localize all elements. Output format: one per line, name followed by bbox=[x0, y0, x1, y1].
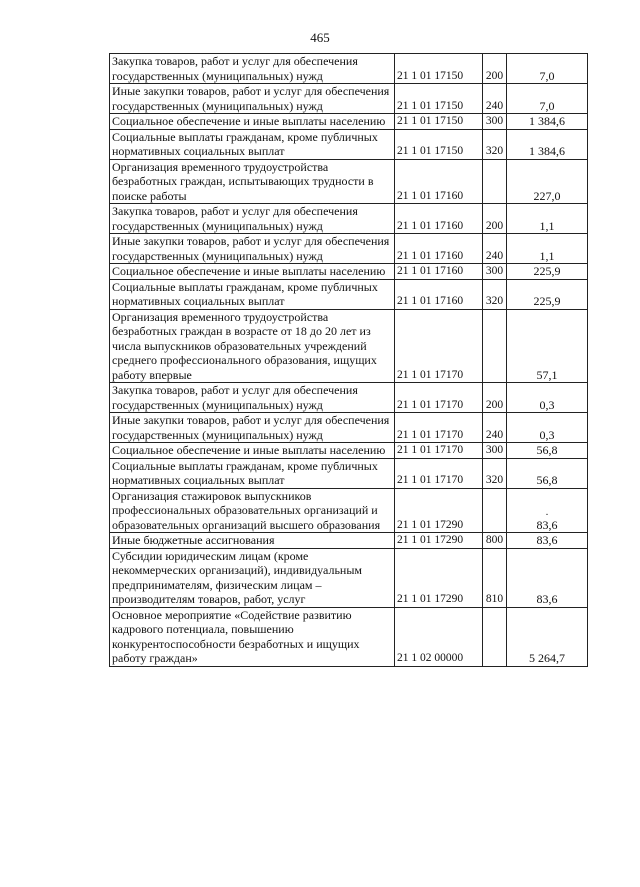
table-row bbox=[110, 114, 588, 130]
budget-table-body bbox=[110, 54, 588, 667]
row-code-cell: 21 1 01 17290 bbox=[395, 488, 483, 533]
row-sum-cell: 1,1 bbox=[507, 204, 588, 234]
row-name-cell: Социальное обеспечение и иные выплаты населению bbox=[110, 264, 395, 280]
row-type-cell: 240 bbox=[483, 84, 507, 114]
table-row bbox=[110, 159, 588, 204]
table-row bbox=[110, 413, 588, 443]
row-sum-cell: 225,9 bbox=[507, 264, 588, 280]
row-sum-cell: 56,8 bbox=[507, 443, 588, 459]
row-name-cell: Социальные выплаты гражданам, кроме публичных нормативных социальных выплат bbox=[110, 458, 395, 488]
row-type-cell: 200 bbox=[483, 54, 507, 84]
row-code-cell: 21 1 01 17290 bbox=[395, 533, 483, 549]
table-row bbox=[110, 129, 588, 159]
row-type-cell: 300 bbox=[483, 443, 507, 459]
row-code-cell: 21 1 01 17150 bbox=[395, 54, 483, 84]
row-name-cell: Иные закупки товаров, работ и услуг для обеспечения государственных (муниципальных) нужд bbox=[110, 234, 395, 264]
row-code-cell: 21 1 01 17170 bbox=[395, 443, 483, 459]
row-sum-cell: 1 384,6 bbox=[507, 129, 588, 159]
row-type-cell: 240 bbox=[483, 413, 507, 443]
page-number: 465 bbox=[310, 30, 330, 45]
row-code-cell: 21 1 01 17150 bbox=[395, 114, 483, 130]
row-sum-cell: 227,0 bbox=[507, 159, 588, 204]
row-name-cell: Организация временного трудоустройства безработных граждан, испытывающих трудности в поиске работы bbox=[110, 159, 395, 204]
table-row bbox=[110, 458, 588, 488]
row-sum-cell: 1,1 bbox=[507, 234, 588, 264]
row-name-cell: Основное мероприятие «Содействие развитию кадрового потенциала, повышению конкурентоспособности безработных и ищущих работу граждан» bbox=[110, 607, 395, 666]
row-name-cell: Закупка товаров, работ и услуг для обеспечения государственных (муниципальных) нужд bbox=[110, 54, 395, 84]
row-type-cell: 200 bbox=[483, 383, 507, 413]
row-sum-cell: 56,8 bbox=[507, 458, 588, 488]
table-row bbox=[110, 533, 588, 549]
row-type-cell: 320 bbox=[483, 129, 507, 159]
row-name-cell: Организация временного трудоустройства безработных граждан в возрасте от 18 до 20 лет из числа выпускников образовательных учреждений среднего профессионального образования, ищущих работу впервые bbox=[110, 309, 395, 383]
row-sum-cell: 7,0 bbox=[507, 54, 588, 84]
row-type-cell: 200 bbox=[483, 204, 507, 234]
row-type-cell bbox=[483, 159, 507, 204]
table-row bbox=[110, 279, 588, 309]
table-row bbox=[110, 264, 588, 280]
row-sum-cell: 5 264,7 bbox=[507, 607, 588, 666]
row-type-cell bbox=[483, 309, 507, 383]
table-row bbox=[110, 548, 588, 607]
row-name-cell: Социальное обеспечение и иные выплаты населению bbox=[110, 443, 395, 459]
table-row bbox=[110, 309, 588, 383]
row-code-cell: 21 1 01 17160 bbox=[395, 279, 483, 309]
row-sum-cell: 0,3 bbox=[507, 383, 588, 413]
row-code-cell: 21 1 01 17170 bbox=[395, 383, 483, 413]
row-sum-cell: 225,9 bbox=[507, 279, 588, 309]
row-sum-cell: 57,1 bbox=[507, 309, 588, 383]
row-code-cell: 21 1 01 17160 bbox=[395, 159, 483, 204]
row-type-cell: 810 bbox=[483, 548, 507, 607]
row-name-cell: Социальные выплаты гражданам, кроме публичных нормативных социальных выплат bbox=[110, 279, 395, 309]
row-name-cell: Субсидии юридическим лицам (кроме некоммерческих организаций), индивидуальным предпринимателям, физическим лицам – производителям товаров, работ, услуг bbox=[110, 548, 395, 607]
row-code-cell: 21 1 01 17160 bbox=[395, 234, 483, 264]
table-row bbox=[110, 607, 588, 666]
row-sum-cell: 83,6 bbox=[507, 548, 588, 607]
table-row bbox=[110, 234, 588, 264]
row-type-cell: 240 bbox=[483, 234, 507, 264]
row-code-cell: 21 1 01 17150 bbox=[395, 84, 483, 114]
row-name-cell: Закупка товаров, работ и услуг для обеспечения государственных (муниципальных) нужд bbox=[110, 383, 395, 413]
row-type-cell: 300 bbox=[483, 264, 507, 280]
row-code-cell: 21 1 01 17160 bbox=[395, 264, 483, 280]
row-sum-cell: 0,3 bbox=[507, 413, 588, 443]
row-sum-cell: 1 384,6 bbox=[507, 114, 588, 130]
row-name-cell: Социальные выплаты гражданам, кроме публичных нормативных социальных выплат bbox=[110, 129, 395, 159]
row-code-cell: 21 1 01 17170 bbox=[395, 413, 483, 443]
row-sum-cell: 7,0 bbox=[507, 84, 588, 114]
row-type-cell: 320 bbox=[483, 279, 507, 309]
row-sum-cell: 83,6 bbox=[507, 533, 588, 549]
row-name-cell: Социальное обеспечение и иные выплаты населению bbox=[110, 114, 395, 130]
row-type-cell: 800 bbox=[483, 533, 507, 549]
row-name-cell: Организация стажировок выпускников профессиональных образовательных организаций и образовательных организаций высшего образования bbox=[110, 488, 395, 533]
row-type-cell bbox=[483, 488, 507, 533]
table-row bbox=[110, 54, 588, 84]
row-name-cell: Закупка товаров, работ и услуг для обеспечения государственных (муниципальных) нужд bbox=[110, 204, 395, 234]
table-row bbox=[110, 84, 588, 114]
row-code-cell: 21 1 01 17290 bbox=[395, 548, 483, 607]
row-mark: . bbox=[545, 506, 549, 518]
row-code-cell: 21 1 01 17170 bbox=[395, 309, 483, 383]
table-row bbox=[110, 488, 588, 533]
budget-table bbox=[109, 53, 588, 667]
row-code-cell: 21 1 02 00000 bbox=[395, 607, 483, 666]
row-code-cell: 21 1 01 17150 bbox=[395, 129, 483, 159]
row-name-cell: Иные бюджетные ассигнования bbox=[110, 533, 395, 549]
table-row bbox=[110, 443, 588, 459]
row-code-cell: 21 1 01 17170 bbox=[395, 458, 483, 488]
row-name-cell: Иные закупки товаров, работ и услуг для обеспечения государственных (муниципальных) нужд bbox=[110, 413, 395, 443]
row-type-cell: 320 bbox=[483, 458, 507, 488]
row-sum-cell bbox=[507, 488, 588, 533]
table-row bbox=[110, 383, 588, 413]
row-name-cell: Иные закупки товаров, работ и услуг для обеспечения государственных (муниципальных) нужд bbox=[110, 84, 395, 114]
row-type-cell: 300 bbox=[483, 114, 507, 130]
row-type-cell bbox=[483, 607, 507, 666]
row-code-cell: 21 1 01 17160 bbox=[395, 204, 483, 234]
row-sum-value: 83,6 bbox=[536, 517, 558, 532]
table-row bbox=[110, 204, 588, 234]
